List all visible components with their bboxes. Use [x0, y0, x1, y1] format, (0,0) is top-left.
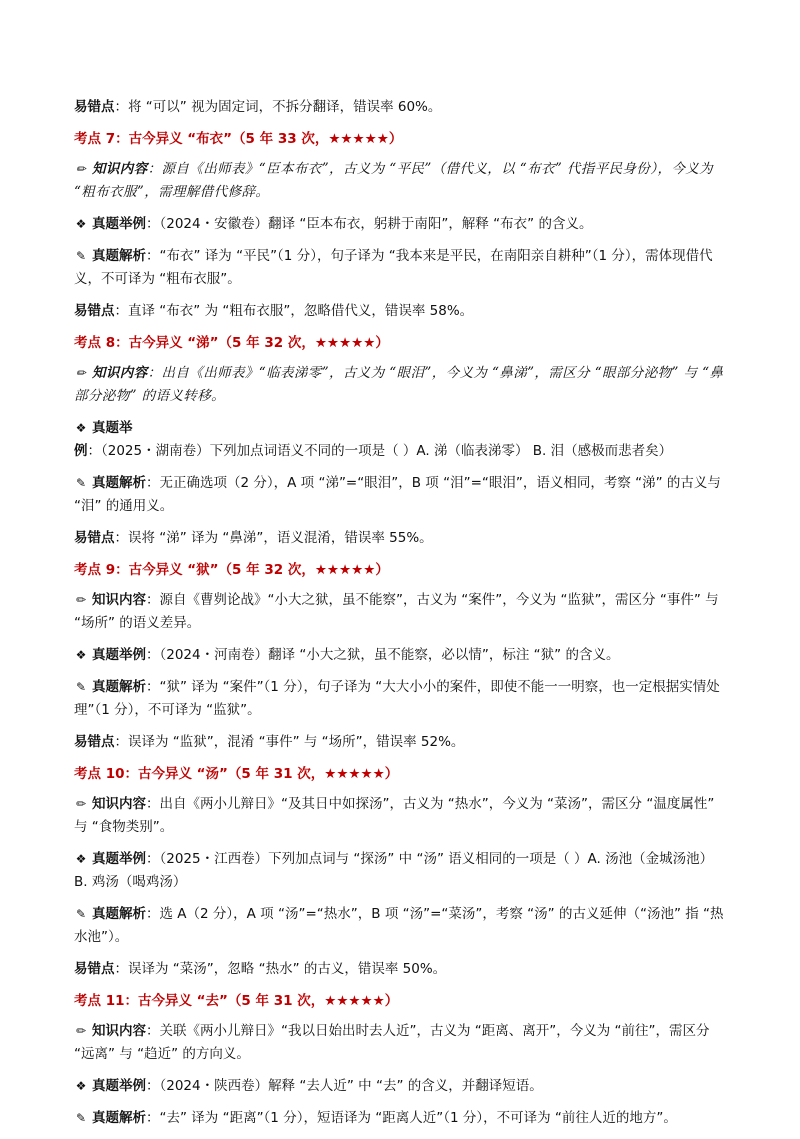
example-text: ：（2024・安徽卷）翻译 “臣本布衣，躬耕于南阳”，解释 “布衣” 的含义。	[146, 216, 593, 232]
exam-analysis	[74, 1107, 728, 1130]
exam-example	[74, 848, 728, 894]
analysis-label: 真题解析	[92, 679, 146, 695]
knowledge-content	[74, 793, 728, 839]
document-page	[74, 96, 728, 1139]
error-label: 易错点	[74, 530, 115, 546]
exam-analysis	[74, 245, 728, 291]
error-text: ：将 “可以” 视为固定词，不拆分翻译，错误率 60%。	[114, 99, 442, 115]
exam-analysis	[74, 472, 728, 518]
section-heading: 考点 7：古今异义 “布衣”（5 年 33 次，★★★★★）	[74, 131, 403, 147]
example-text: ：（2025・湖南卷）下列加点词语义不同的一项是（ ）A. 涕（临表涕零） B. 泪（感极而悲者矣）	[87, 443, 673, 459]
error-label: 易错点	[74, 734, 115, 750]
error-point	[74, 731, 728, 754]
knowledge-label: 知识内容	[92, 161, 148, 177]
pen-icon: ✎	[75, 1111, 87, 1125]
error-point	[74, 527, 728, 550]
example-label: 真题举例	[92, 647, 146, 663]
diamond-bullet-icon: ❖	[75, 648, 87, 662]
error-text: ：误将 “涕” 译为 “鼻涕”，语义混淆，错误率 55%。	[114, 530, 433, 546]
knowledge-content	[74, 589, 728, 635]
knowledge-text: ：源自《曹刿论战》“小大之狱，虽不能察”，古义为 “案件”，今义为 “监狱”，需区分 “事件” 与 “场所” 的语义差异。	[74, 592, 719, 631]
example-text: ：（2024・河南卷）翻译 “小大之狱，虽不能察，必以情”，标注 “狱” 的含义。	[146, 647, 620, 663]
analysis-text: ：“去” 译为 “距离”（1 分），短语译为 “距离人近”（1 分），不可译为 “前往人近的地方”。	[146, 1110, 677, 1126]
analysis-label: 真题解析	[92, 906, 146, 922]
section-heading: 考点 9：古今异义 “狱”（5 年 32 次，★★★★★）	[74, 562, 389, 578]
exam-example	[74, 417, 728, 463]
knowledge-text: ：出自《出师表》“临表涕零”，古义为 “眼泪”，今义为 “鼻涕”，需区分 “眼部分泌物” 与 “鼻部分泌物” 的语义转移。	[74, 365, 724, 404]
pen-icon: ✎	[75, 680, 87, 694]
knowledge-label: 知识内容	[92, 796, 146, 812]
pencil-icon: ✏	[75, 366, 87, 380]
knowledge-label: 知识内容	[92, 592, 146, 608]
section-heading: 考点 10：古今异义 “汤”（5 年 31 次，★★★★★）	[74, 766, 399, 782]
knowledge-content	[74, 1020, 728, 1066]
diamond-bullet-icon: ❖	[75, 217, 87, 231]
error-text: ：直译 “布衣” 为 “粗布衣服”，忽略借代义，错误率 58%。	[114, 303, 474, 319]
error-point	[74, 300, 728, 323]
analysis-text: ：选 A（2 分），A 项 “汤”=“热水”，B 项 “汤”=“菜汤”，考察 “汤” 的古义延伸（“汤池” 指 “热水池”）。	[74, 906, 724, 945]
exam-analysis	[74, 903, 728, 949]
error-label: 易错点	[74, 303, 115, 319]
exam-example	[74, 213, 728, 236]
knowledge-content	[74, 158, 728, 204]
section-heading: 考点 8：古今异义 “涕”（5 年 32 次，★★★★★）	[74, 335, 389, 351]
analysis-text: ：无正确选项（2 分），A 项 “涕”=“眼泪”，B 项 “泪”=“眼泪”，语义相同，考察 “涕” 的古义与 “泪” 的通用义。	[74, 475, 721, 514]
example-label: 真题举例	[92, 851, 146, 867]
pen-icon: ✎	[75, 476, 87, 490]
exam-example	[74, 644, 728, 667]
knowledge-text: ：出自《两小儿辩日》“及其日中如探汤”，古义为 “热水”，今义为 “菜汤”，需区分 “温度属性” 与 “食物类别”。	[74, 796, 715, 835]
analysis-text: ：“狱” 译为 “案件”（1 分），句子译为 “大大小小的案件，即使不能一一明察，也一定根据实情处理”（1 分），不可译为 “监狱”。	[74, 679, 720, 718]
error-point	[74, 958, 728, 981]
pencil-icon: ✏	[75, 1024, 87, 1038]
analysis-label: 真题解析	[92, 248, 146, 264]
diamond-bullet-icon: ❖	[75, 852, 87, 866]
top-error-point	[74, 96, 728, 119]
pencil-icon: ✏	[75, 593, 87, 607]
pen-icon: ✎	[75, 907, 87, 921]
knowledge-text: ：源自《出师表》“臣本布衣”，古义为 “平民”（借代义，以 “布衣” 代指平民身份），今义为 “粗布衣服”，需理解借代修辞。	[74, 161, 714, 200]
error-label: 易错点	[74, 99, 115, 115]
analysis-label: 真题解析	[92, 475, 146, 491]
diamond-bullet-icon: ❖	[75, 421, 87, 435]
analysis-label: 真题解析	[92, 1110, 146, 1126]
diamond-bullet-icon: ❖	[75, 1079, 87, 1093]
knowledge-label: 知识内容	[92, 365, 148, 381]
pen-icon: ✎	[75, 249, 87, 263]
section-heading: 考点 11：古今异义 “去”（5 年 31 次，★★★★★）	[74, 993, 399, 1009]
pencil-icon: ✏	[75, 797, 87, 811]
knowledge-content	[74, 362, 728, 408]
error-text: ：误译为 “监狱”，混淆 “事件” 与 “场所”，错误率 52%。	[114, 734, 465, 750]
error-text: ：误译为 “菜汤”，忽略 “热水” 的古义，错误率 50%。	[114, 961, 447, 977]
knowledge-text: ：关联《两小儿辩日》“我以日始出时去人近”，古义为 “距离、离开”，今义为 “前往”，需区分 “远离” 与 “趋近” 的方向义。	[74, 1023, 710, 1062]
example-label: 真题举例	[92, 1078, 146, 1094]
example-text: ：（2024・陕西卷）解释 “去人近” 中 “去” 的含义，并翻译短语。	[146, 1078, 543, 1094]
pencil-icon: ✏	[75, 162, 87, 176]
example-label: 真题举例	[92, 216, 146, 232]
error-label: 易错点	[74, 961, 115, 977]
exam-analysis	[74, 676, 728, 722]
example-label: 真题举例	[74, 420, 133, 459]
example-text: ：（2025・江西卷）下列加点词与 “探汤” 中 “汤” 语义相同的一项是（ ）A. 汤池（金城汤池） B. 鸡汤（喝鸡汤）	[74, 851, 714, 890]
exam-example	[74, 1075, 728, 1098]
knowledge-label: 知识内容	[92, 1023, 146, 1039]
analysis-text: ：“布衣” 译为 “平民”（1 分），句子译为 “我本来是平民，在南阳亲自耕种”（1 分），需体现借代义，不可译为 “粗布衣服”。	[74, 248, 713, 287]
